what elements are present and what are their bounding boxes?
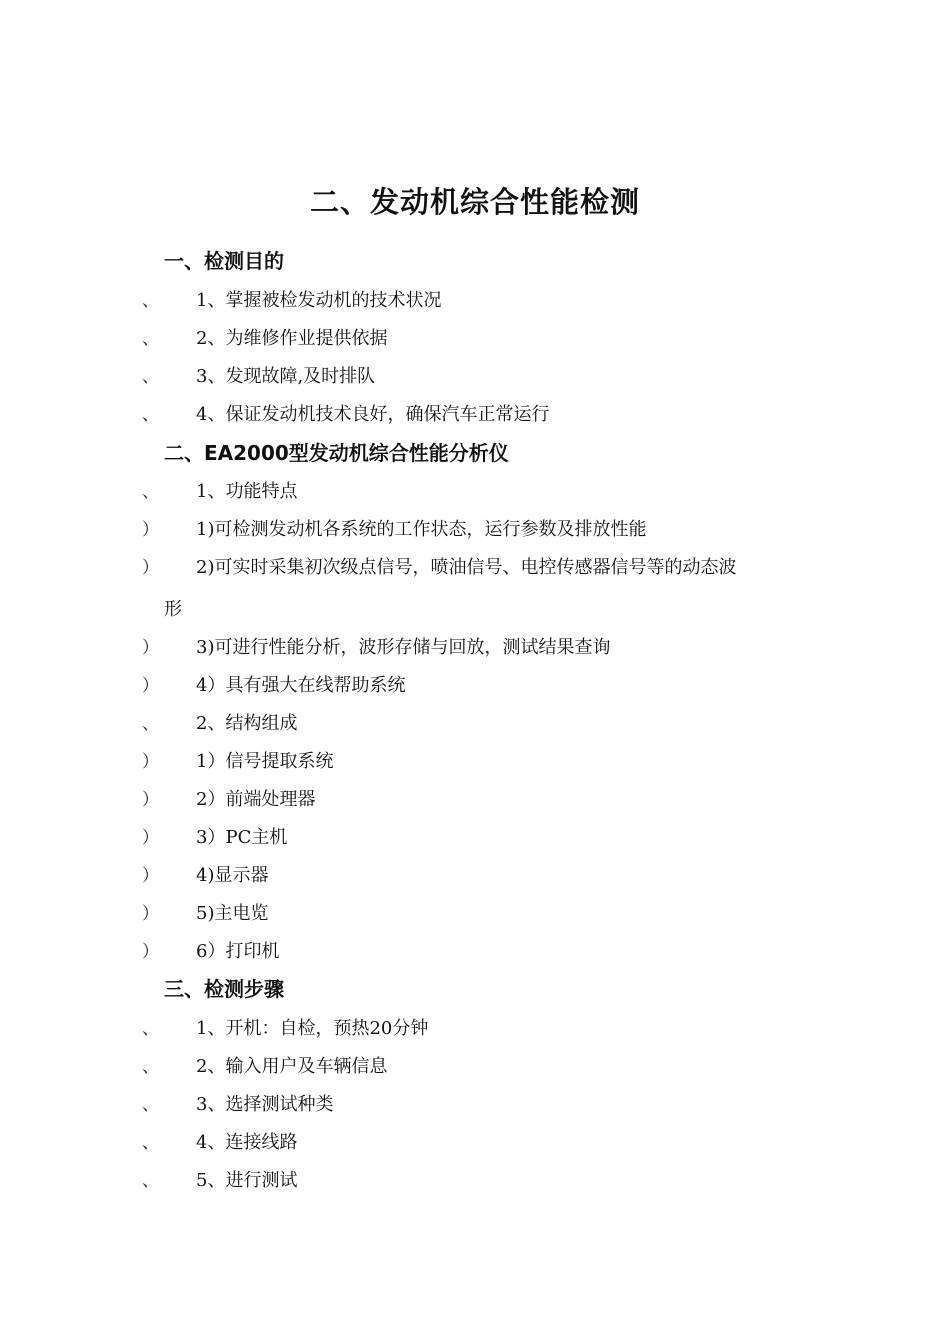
list-marker: ） [142,790,159,810]
list-item [0,671,950,703]
list-item [0,362,950,394]
list-marker: 、 [142,291,159,311]
section-heading-text: 二、EA2000型发动机综合性能分析仪 [164,441,509,465]
list-item-text: 6）打印机 [196,941,280,962]
list-item [0,937,950,969]
list-item [0,1052,950,1084]
list-item [0,400,950,432]
list-item [0,709,950,741]
list-item-text: 3)可进行性能分析，波形存储与回放，测试结果查询 [196,637,611,658]
list-item-text: 2、结构组成 [196,713,298,734]
list-item-text: 1、功能特点 [196,481,298,502]
section-heading [0,245,950,277]
list-marker: 、 [142,1133,159,1153]
section-heading [0,973,950,1005]
list-item [0,477,950,509]
list-marker: 、 [142,1095,159,1115]
list-item [0,553,950,585]
list-item [0,1128,950,1160]
list-marker: 、 [142,714,159,734]
list-item-text: 5)主电览 [196,903,269,924]
list-item-text: 1）信号提取系统 [196,751,334,772]
list-item-text: 1)可检测发动机各系统的工作状态，运行参数及排放性能 [196,519,647,540]
list-marker: ） [142,904,159,924]
list-marker: ） [142,638,159,658]
list-item [0,1014,950,1046]
list-marker: 、 [142,1057,159,1077]
list-marker: 、 [142,482,159,502]
list-item-text: 3）PC主机 [196,827,288,848]
list-item-text: 4）具有强大在线帮助系统 [196,675,406,696]
list-item-text: 2)可实时采集初次级点信号，喷油信号、电控传感器信号等的动态波 [196,557,737,578]
list-marker: ） [142,520,159,540]
list-marker: ） [142,676,159,696]
list-item [0,515,950,547]
list-item [0,861,950,893]
list-marker: ） [142,558,159,578]
list-marker: 、 [142,1171,159,1191]
list-item-text: 4、连接线路 [196,1132,298,1153]
list-item [0,823,950,855]
list-item-text: 2、输入用户及车辆信息 [196,1056,388,1077]
list-marker: 、 [142,405,159,425]
list-item [0,1166,950,1198]
section-heading-text: 三、检测步骤 [164,977,284,1001]
list-marker: ） [142,752,159,772]
list-item-continuation [0,595,950,627]
page-title: 二、发动机综合性能检测 [309,185,640,219]
section-heading-text: 一、检测目的 [164,249,284,273]
list-marker: ） [142,866,159,886]
list-item [0,747,950,779]
continuation-text: 形 [164,599,182,620]
list-item-text: 1、掌握被检发动机的技术状况 [196,290,442,311]
section-heading [0,437,950,469]
list-marker: 、 [142,1019,159,1039]
list-item [0,899,950,931]
list-marker: ） [142,942,159,962]
list-item [0,286,950,318]
list-item-text: 5、进行测试 [196,1170,298,1191]
list-item-text: 4)显示器 [196,865,269,886]
list-item-text: 1、开机：自检，预热20分钟 [196,1018,429,1039]
list-marker: ） [142,828,159,848]
list-item [0,1090,950,1122]
list-item [0,785,950,817]
list-item-text: 3、发现故障,及时排队 [196,366,376,387]
list-item-text: 2、为维修作业提供依据 [196,328,388,349]
list-item-text: 2）前端处理器 [196,789,316,810]
list-item [0,633,950,665]
list-item [0,324,950,356]
list-item-text: 4、保证发动机技术良好，确保汽车正常运行 [196,404,550,425]
list-marker: 、 [142,367,159,387]
list-marker: 、 [142,329,159,349]
list-item-text: 3、选择测试种类 [196,1094,334,1115]
